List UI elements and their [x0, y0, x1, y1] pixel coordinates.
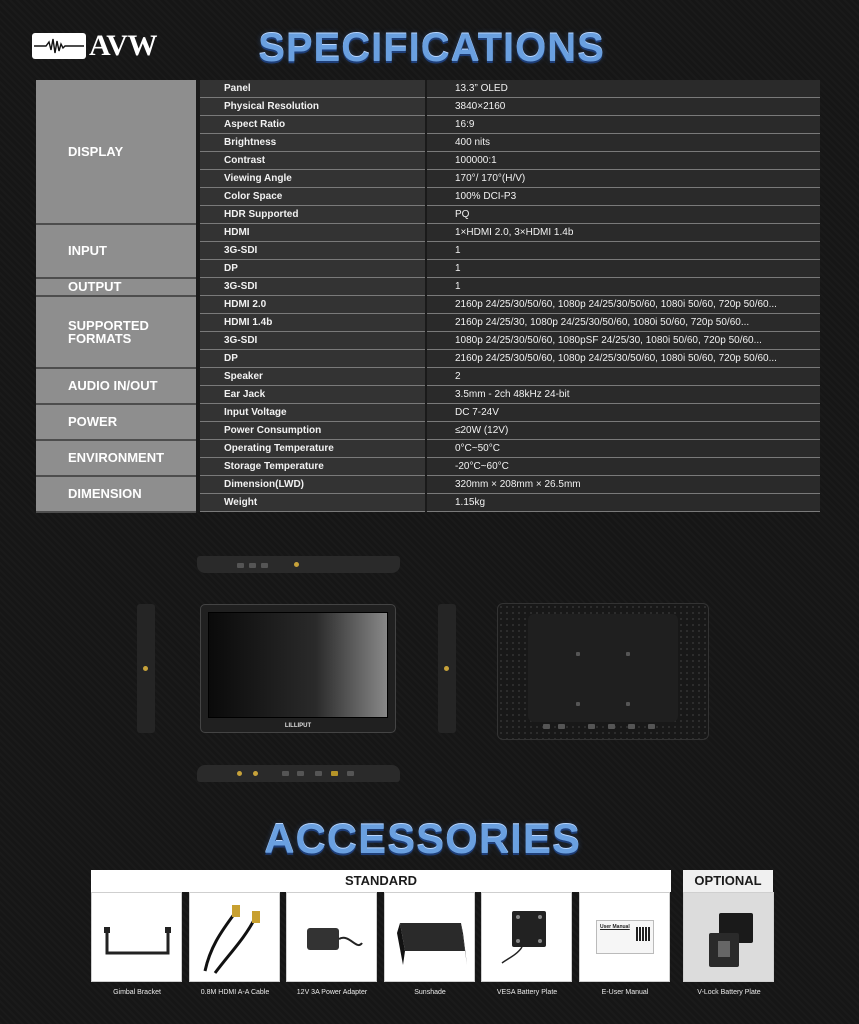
spec-key: Contrast — [200, 152, 426, 170]
spec-key: Power Consumption — [200, 422, 426, 440]
page-title: SPECIFICATIONS — [258, 26, 605, 70]
spec-key: Dimension(LWD) — [200, 476, 426, 494]
spec-value: PQ — [426, 206, 820, 224]
spec-category: SUPPORTED FORMATS — [36, 296, 196, 368]
spec-value: 2 — [426, 368, 820, 386]
spec-value: 3.5mm - 2ch 48kHz 24-bit — [426, 386, 820, 404]
accessory-label-optional: V-Lock Battery Plate — [697, 989, 761, 996]
spec-value: DC 7-24V — [426, 404, 820, 422]
spec-category: DIMENSION — [36, 476, 196, 512]
spec-value: 13.3” OLED — [426, 80, 820, 98]
spec-key: 3G-SDI — [200, 332, 426, 350]
spec-value: 1 — [426, 260, 820, 278]
spec-key: DP — [200, 350, 426, 368]
spec-key: HDMI — [200, 224, 426, 242]
accessories-title: ACCESSORIES — [264, 815, 581, 862]
spec-category: DISPLAY — [36, 80, 196, 224]
monitor-brand-label: LILLIPUT — [284, 723, 312, 729]
spec-value: 1 — [426, 278, 820, 296]
optional-accessories-header: OPTIONAL — [683, 870, 773, 892]
spec-category: ENVIRONMENT — [36, 440, 196, 476]
spec-value: 0°C~50°C — [426, 440, 820, 458]
accessory-card-sunshade — [384, 892, 475, 982]
hdmi-cable-icon — [190, 893, 281, 983]
monitor-right-side-view — [438, 604, 456, 733]
monitor-left-side-view — [137, 604, 155, 733]
v-lock-plate-icon — [684, 893, 775, 983]
spec-key: Brightness — [200, 134, 426, 152]
spec-value: 3840×2160 — [426, 98, 820, 116]
spec-key: Physical Resolution — [200, 98, 426, 116]
spec-value: 2160p 24/25/30/50/60, 1080p 24/25/30/50/60, 1080i 50/60, 720p 50/60... — [426, 350, 820, 368]
spec-key: HDMI 2.0 — [200, 296, 426, 314]
spec-key: DP — [200, 260, 426, 278]
gimbal-bracket-icon — [92, 893, 183, 983]
spec-key: Aspect Ratio — [200, 116, 426, 134]
spec-row — [36, 278, 820, 296]
accessory-label: E-User Manual — [601, 989, 649, 996]
standard-accessories-header: STANDARD — [91, 870, 671, 892]
monitor-front-view — [200, 604, 396, 733]
spec-key: Storage Temperature — [200, 458, 426, 476]
spec-key: Panel — [200, 80, 426, 98]
accessory-label: VESA Battery Plate — [496, 989, 558, 996]
spec-key: Input Voltage — [200, 404, 426, 422]
spec-category: POWER — [36, 404, 196, 440]
monitor-screen — [208, 612, 388, 718]
accessory-label: Gimbal Bracket — [113, 989, 161, 996]
spec-value: 170°/ 170°(H/V) — [426, 170, 820, 188]
sunshade-icon — [385, 893, 476, 983]
spec-row — [36, 404, 820, 422]
spec-key: Speaker — [200, 368, 426, 386]
accessory-card-vesa-plate — [481, 892, 572, 982]
spec-row — [36, 296, 820, 314]
spec-value: 320mm × 208mm × 26.5mm — [426, 476, 820, 494]
spec-category: INPUT — [36, 224, 196, 278]
spec-value: 1 — [426, 242, 820, 260]
monitor-back-view — [497, 603, 709, 740]
spec-value: 2160p 24/25/30/50/60, 1080p 24/25/30/50/60, 1080i 50/60, 720p 50/60... — [426, 296, 820, 314]
accessory-card-v-lock-plate — [683, 892, 774, 982]
spec-value: 1×HDMI 2.0, 3×HDMI 1.4b — [426, 224, 820, 242]
spec-value: 1080p 24/25/30/50/60, 1080pSF 24/25/30, 1080i 50/60, 720p 50/60... — [426, 332, 820, 350]
spec-value: 100% DCI-P3 — [426, 188, 820, 206]
spec-key: HDR Supported — [200, 206, 426, 224]
monitor-top-view — [197, 556, 400, 573]
manual-card-icon — [596, 920, 654, 954]
spec-key: 3G-SDI — [200, 242, 426, 260]
accessory-card-hdmi-cable — [189, 892, 280, 982]
spec-category: AUDIO IN/OUT — [36, 368, 196, 404]
accessory-label: 0.8M HDMI A-A Cable — [200, 989, 270, 996]
spec-table — [36, 80, 820, 513]
logo-text: AVW — [89, 29, 157, 62]
spec-value: 400 nits — [426, 134, 820, 152]
accessory-label: Sunshade — [414, 989, 446, 996]
accessory-label: 12V 3A Power Adapter — [296, 989, 368, 996]
accessory-card-user-manual — [579, 892, 670, 982]
spec-row — [36, 224, 820, 242]
spec-value: -20°C~60°C — [426, 458, 820, 476]
spec-row — [36, 440, 820, 458]
spec-value: ≤20W (12V) — [426, 422, 820, 440]
manual-card-text: User Manual — [600, 924, 630, 930]
spec-row — [36, 80, 820, 98]
monitor-bottom-view — [197, 765, 400, 782]
spec-value: 1.15kg — [426, 494, 820, 512]
spec-key: 3G-SDI — [200, 278, 426, 296]
spec-value: 16:9 — [426, 116, 820, 134]
vesa-plate-icon — [482, 893, 573, 983]
spec-row — [36, 368, 820, 386]
spec-value: 2160p 24/25/30, 1080p 24/25/30/50/60, 1080i 50/60, 720p 50/60... — [426, 314, 820, 332]
spec-key: Viewing Angle — [200, 170, 426, 188]
accessory-card-power-adapter — [286, 892, 377, 982]
spec-row — [36, 476, 820, 494]
spec-value: 100000:1 — [426, 152, 820, 170]
spec-key: Weight — [200, 494, 426, 512]
spec-key: Ear Jack — [200, 386, 426, 404]
power-adapter-icon — [287, 893, 378, 983]
spec-key: Color Space — [200, 188, 426, 206]
accessory-card-gimbal-bracket — [91, 892, 182, 982]
spec-category: OUTPUT — [36, 278, 196, 296]
spec-key: Operating Temperature — [200, 440, 426, 458]
spec-key: HDMI 1.4b — [200, 314, 426, 332]
